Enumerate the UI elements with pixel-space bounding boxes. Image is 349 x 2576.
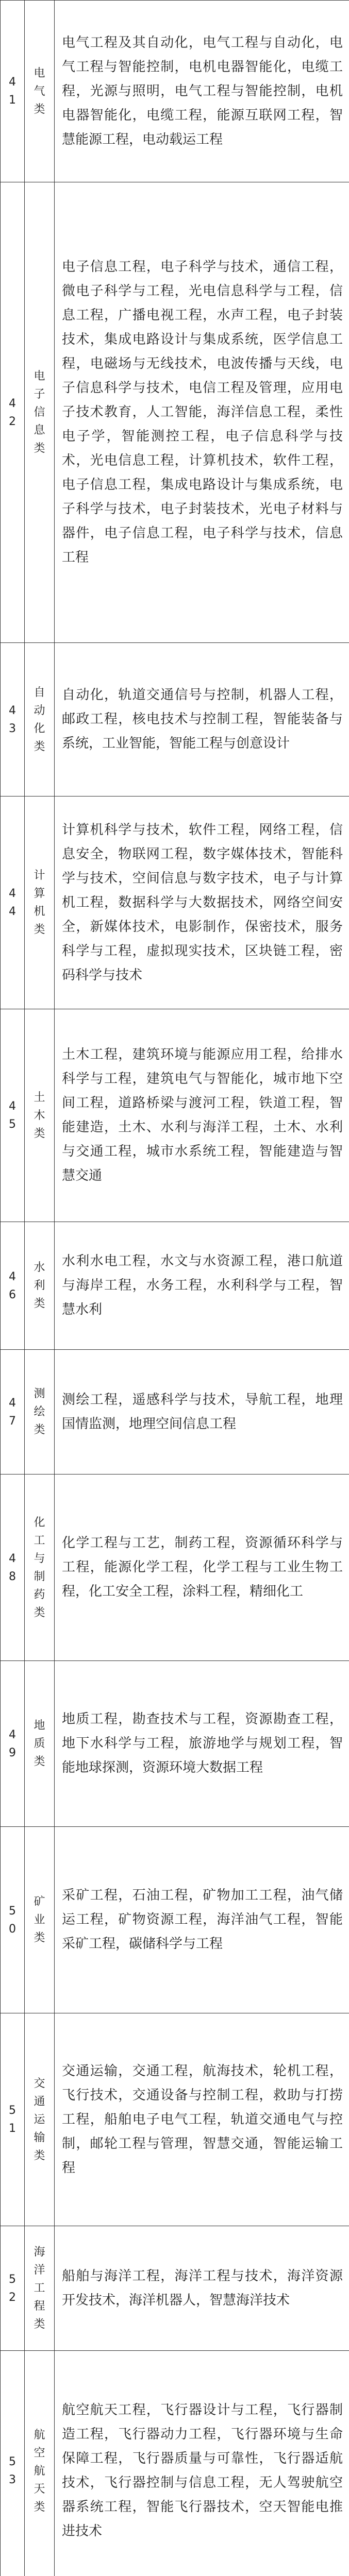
table-row — [1, 796, 349, 1009]
row-number: 49 — [9, 1728, 16, 1759]
category-cell — [25, 2351, 55, 2576]
category-name: 矿业类 — [34, 1895, 45, 1944]
category-name: 化工与制药类 — [34, 1516, 45, 1619]
majors-list: 地质工程，勘查技术与工程，资源勘查工程，地下水科学与工程，旅游地学与规划工程，智能地球探测，资源环境大数据工程 — [55, 1661, 349, 1827]
category-name: 航空航天类 — [34, 2428, 45, 2514]
table-row — [1, 1222, 349, 1350]
majors-list: 测绘工程，遥感科学与技术，导航工程，地理国情监测，地理空间信息工程 — [55, 1350, 349, 1475]
row-number-cell — [1, 1009, 25, 1222]
row-number: 44 — [9, 887, 16, 918]
majors-list: 计算机科学与技术，软件工程，网络工程，信息安全，物联网工程，数字媒体技术，智能科学与技术，空间信息与数字技术，电子与计算机工程，数据科学与大数据技术，网络空间安全，新媒体技术，电影制作，保密技术，服务科学与工程，虚拟现实技术，区块链工程，密码科学与技术 — [55, 796, 349, 1009]
row-number: 52 — [9, 2273, 16, 2304]
table-row — [1, 1009, 349, 1222]
row-number-cell — [1, 2351, 25, 2576]
majors-list: 航空航天工程，飞行器设计与工程，飞行器制造工程，飞行器动力工程，飞行器环境与生命保障工程，飞行器质量与可靠性，飞行器适航技术，飞行器控制与信息工程，无人驾驶航空器系统工程，智能飞行器技术，空天智能电推进技术 — [55, 2351, 349, 2576]
table-row — [1, 1350, 349, 1475]
row-number: 48 — [9, 1552, 16, 1583]
majors-list: 化学工程与工艺，制药工程，资源循环科学与工程，能源化学工程，化学工程与工业生物工程，化工安全工程，涂料工程，精细化工 — [55, 1475, 349, 1661]
category-name: 电气类 — [34, 66, 45, 116]
row-number-cell — [1, 1222, 25, 1350]
table-row — [1, 2351, 349, 2576]
row-number-cell — [1, 2013, 25, 2226]
category-cell — [25, 1, 55, 182]
majors-list: 电子信息工程，电子科学与技术，通信工程，微电子科学与工程，光电信息科学与工程，信息工程，广播电视工程，水声工程，电子封装技术，集成电路设计与集成系统，医学信息工程，电磁场与无线技术，电波传播与天线，电子信息科学与技术，电信工程及管理，应用电子技术教育，人工智能，海洋信息工程，柔性电子学，智能测控工程，电子信息科学与技术，光电信息工程，计算机技术，软件工程，电子信息工程，集成电路设计与集成系统，电子科学与技术，电子封装技术，光电子材料与器件，电子信息工程，电子科学与技术，信息工程 — [55, 182, 349, 643]
category-cell — [25, 1827, 55, 2013]
category-cell — [25, 1350, 55, 1475]
row-number-cell — [1, 182, 25, 643]
category-name: 计算机类 — [34, 869, 45, 936]
category-name: 土木类 — [34, 1091, 45, 1140]
row-number: 45 — [9, 1100, 16, 1131]
row-number: 41 — [9, 76, 16, 107]
category-name: 自动化类 — [34, 686, 45, 753]
table-row — [1, 2013, 349, 2226]
majors-list: 交通运输，交通工程，航海技术，轮机工程，飞行技术，交通设备与控制工程，救助与打捞工程，船舶电子电气工程，轨道交通电气与控制，邮轮工程与管理，智慧交通，智能运输工程 — [55, 2013, 349, 2226]
category-name: 电子信息类 — [34, 370, 45, 455]
category-cell — [25, 1222, 55, 1350]
category-cell — [25, 796, 55, 1009]
row-number-cell — [1, 1827, 25, 2013]
row-number-cell — [1, 1661, 25, 1827]
majors-list: 采矿工程，石油工程，矿物加工工程，油气储运工程，矿物资源工程，海洋油气工程，智能采矿工程，碳储科学与工程 — [55, 1827, 349, 2013]
row-number-cell — [1, 1475, 25, 1661]
row-number-cell — [1, 1, 25, 182]
row-number: 47 — [9, 1396, 16, 1428]
category-cell — [25, 1475, 55, 1661]
category-name: 测绘类 — [34, 1387, 45, 1436]
table-row — [1, 1661, 349, 1827]
table-row — [1, 1475, 349, 1661]
row-number-cell — [1, 643, 25, 796]
majors-list: 电气工程及其自动化，电气工程与自动化，电气工程与智能控制，电机电器智能化，电缆工程，光源与照明，电气工程与智能控制，电机电器智能化，电缆工程，能源互联网工程，智慧能源工程，电动载运工程 — [55, 1, 349, 182]
table-row — [1, 1827, 349, 2013]
table-row — [1, 182, 349, 643]
category-cell — [25, 182, 55, 643]
row-number-cell — [1, 796, 25, 1009]
category-cell — [25, 1661, 55, 1827]
row-number: 42 — [9, 397, 16, 428]
row-number: 51 — [9, 2104, 16, 2135]
majors-list: 自动化，轨道交通信号与控制，机器人工程，邮政工程，核电技术与控制工程，智能装备与系统，工业智能，智能工程与创意设计 — [55, 643, 349, 796]
category-name: 海洋工程类 — [34, 2246, 45, 2331]
table-row — [1, 1, 349, 182]
majors-list: 土木工程，建筑环境与能源应用工程，给排水科学与工程，建筑电气与智能化，城市地下空间工程，道路桥梁与渡河工程，铁道工程，智能建造，土木、水利与海洋工程，土木、水利与交通工程，城市水系统工程，智能建造与智慧交通 — [55, 1009, 349, 1222]
category-name: 交通运输类 — [34, 2077, 45, 2162]
row-number: 43 — [9, 704, 16, 735]
majors-table-body — [1, 1, 349, 2576]
table-row — [1, 643, 349, 796]
category-cell — [25, 1009, 55, 1222]
category-name: 水利类 — [34, 1261, 45, 1310]
category-cell — [25, 643, 55, 796]
majors-list: 船舶与海洋工程，海洋工程与技术，海洋资源开发技术，海洋机器人，智慧海洋技术 — [55, 2226, 349, 2351]
category-name: 地质类 — [34, 1719, 45, 1768]
row-number: 46 — [9, 1270, 16, 1301]
category-cell — [25, 2226, 55, 2351]
row-number: 53 — [9, 2455, 16, 2486]
category-cell — [25, 2013, 55, 2226]
row-number-cell — [1, 2226, 25, 2351]
majors-list: 水利水电工程，水文与水资源工程，港口航道与海岸工程，水务工程，水利科学与工程，智慧水利 — [55, 1222, 349, 1350]
row-number: 50 — [9, 1904, 16, 1936]
row-number-cell — [1, 1350, 25, 1475]
table-row — [1, 2226, 349, 2351]
